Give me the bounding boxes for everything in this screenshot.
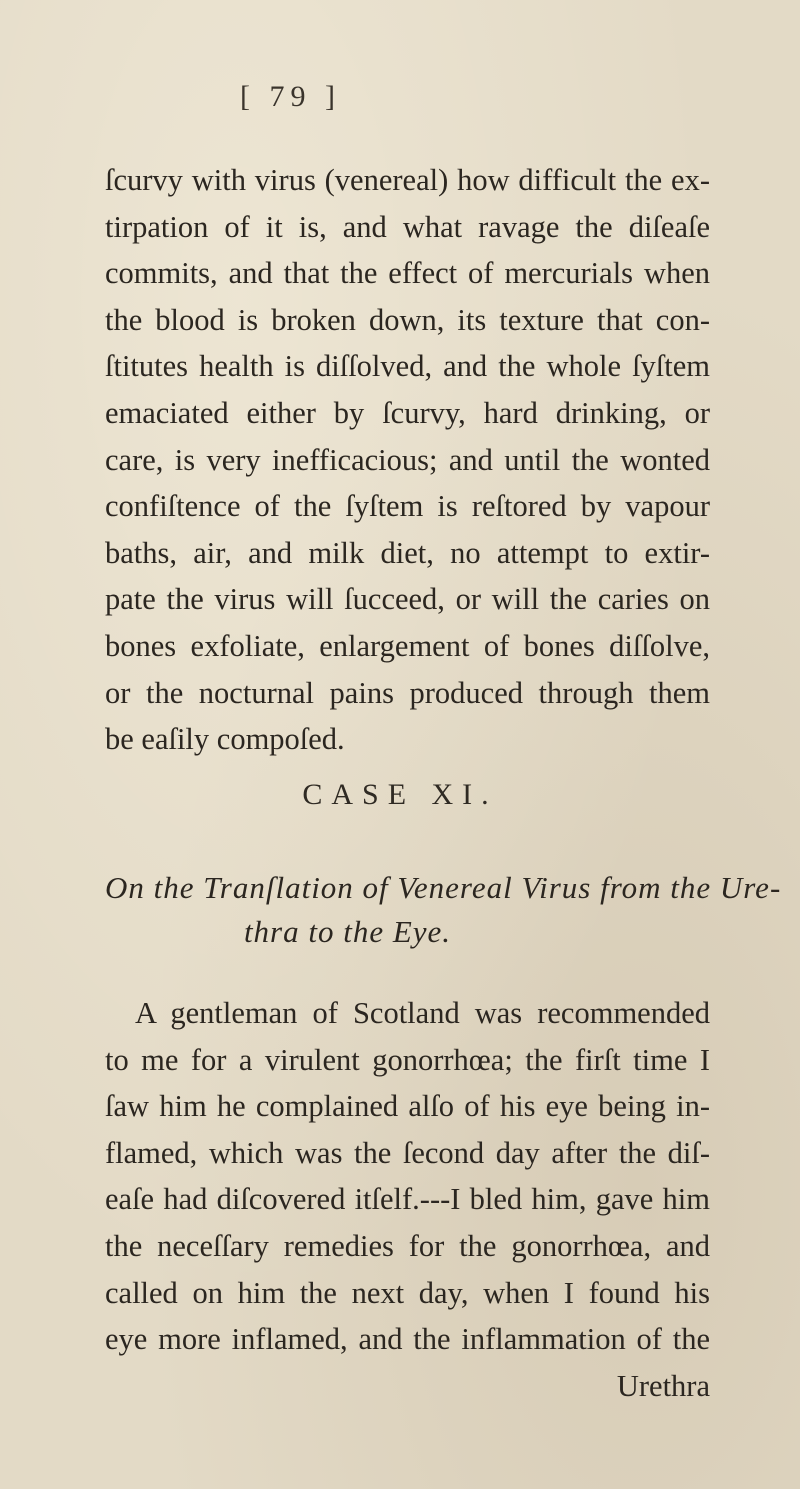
text-line: eye more inflamed, and the inflammation of the (105, 1322, 710, 1357)
text-line: care, is very inefficacious; and until the wonted (105, 442, 710, 477)
text-line: bones exfoliate, enlargement of bones diſſolve, (105, 628, 710, 663)
body-paragraph (105, 990, 710, 1409)
text-line: ſaw him he complained alſo of his eye being in- (105, 1089, 710, 1124)
text-line: be eaſily compoſed. (105, 722, 345, 757)
page-number: [ 79 ] (240, 80, 341, 113)
text-line: baths, air, and milk diet, no attempt to extir- (105, 535, 710, 570)
text-line: confiſtence of the ſyſtem is reſtored by vapour (105, 489, 710, 524)
text-line: commits, and that the effect of mercurials when (105, 256, 710, 291)
text-line: A gentleman of Scotland was recommended (135, 996, 710, 1030)
top-paragraph (105, 157, 710, 763)
text-line: the neceſſary remedies for the gonorrhœa, and (105, 1228, 710, 1263)
text-line: ſcurvy with virus (venereal) how difficult the ex- (105, 163, 710, 197)
case-subtitle (105, 866, 782, 954)
catchword: Urethra (616, 1368, 710, 1403)
text-line: or the nocturnal pains produced through them (105, 675, 710, 710)
text-line: pate the virus will ſucceed, or will the caries on (105, 582, 710, 617)
text-line: flamed, which was the ſecond day after the diſ- (105, 1135, 710, 1170)
case-heading: CASE XI. (302, 778, 498, 811)
subtitle-line: thra to the Eye. (243, 914, 452, 949)
subtitle-line: On the Tranſlation of Venereal Virus from the Ure- (105, 870, 782, 905)
text-line: the blood is broken down, its texture that con- (105, 302, 710, 337)
text-line: to me for a virulent gonorrhœa; the firſt time I (105, 1042, 710, 1077)
text-line: called on him the next day, when I found his (105, 1275, 710, 1310)
text-line: ſtitutes health is diſſolved, and the whole ſyſtem (105, 349, 710, 384)
text-line: tirpation of it is, and what ravage the diſeaſe (105, 209, 710, 244)
text-line: eaſe had diſcovered itſelf.---I bled him, gave him (105, 1182, 710, 1217)
text-line: emaciated either by ſcurvy, hard drinking, or (105, 395, 710, 430)
